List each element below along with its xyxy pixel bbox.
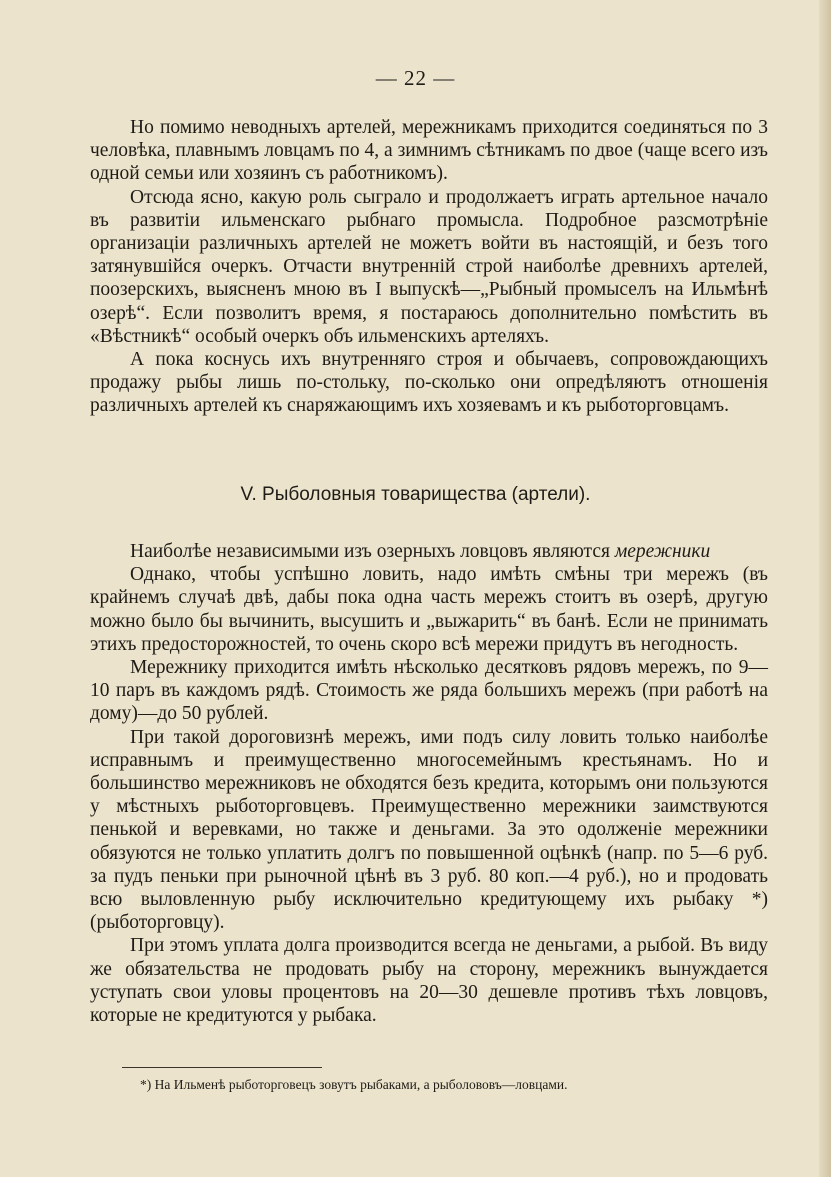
paragraph: Отсюда ясно, какую роль сыграло и продолжаетъ играть артельное начало въ развитіи ильменскаго рыбнаго промысла. Подробное разсмотрѣніе организаціи различныхъ артелей не можетъ войти въ настоящій, и безъ того затянувшійся очеркъ. Отчасти внутренній строй наиболѣе древнихъ артелей, поозерскихъ, выясненъ мною въ I выпускѣ—„Рыбный промыселъ на Ильмѣнѣ озерѣ“. Если позволитъ время, я постараюсь дополнительно помѣстить въ «Вѣстникѣ“ особый очеркъ объ ильменскихъ артеляхъ. — [90, 186, 768, 347]
top-text-block — [90, 116, 768, 418]
lead-emphasis: мережники — [614, 541, 711, 562]
page-number: — 22 — — [375, 66, 456, 90]
paragraph: А пока коснусь ихъ внутренняго строя и обычаевъ, сопровождающихъ продажу рыбы лишь по-стольку, по-сколько они опредѣляютъ отношенія различныхъ артелей къ снаряжающимъ ихъ хозяевамъ и къ рыботорговцамъ. — [90, 349, 768, 417]
paragraph: Но помимо неводныхъ артелей, мережникамъ приходится соединяться по 3 человѣка, плавнымъ ловцамъ по 4, а зимнимъ сѣтникамъ по двое (чаще всего изъ одной семьи или хозяинъ съ работникомъ). — [90, 117, 768, 185]
lead-paragraph — [90, 540, 768, 563]
bottom-text-block — [90, 540, 768, 1027]
section-heading: V. Рыболовныя товарищества (артели). — [240, 484, 591, 505]
footnote-divider — [122, 1067, 322, 1068]
footnote: *) На Ильменѣ рыботорговецъ зовутъ рыбаками, а рыболововъ—ловцами. — [140, 1077, 568, 1092]
paragraph: При этомъ уплата долга производится всегда не деньгами, а рыбой. Въ виду же обязательства не продовать рыбу на сторону, мережникъ вынуждается уступать свои уловы процентовъ на 20—30 дешевле противъ тѣхъ ловцовъ, которые не кредитуются у рыбака. — [90, 935, 768, 1027]
paragraph: Мережнику приходится имѣть нѣсколько десятковъ рядовъ мережъ, по 9—10 паръ въ каждомъ рядѣ. Стоимость же ряда большихъ мережъ (при работѣ на дому)—до 50 рублей. — [90, 657, 768, 725]
paragraph: Однако, чтобы успѣшно ловить, надо имѣть смѣны три мережъ (въ крайнемъ случаѣ двѣ, дабы пока одна часть мережъ стоитъ въ озерѣ, другую можно было бы вычинить, высушить и „выжарить“ въ банѣ. Если не принимать этихъ предосторожностей, то очень скоро всѣ мережи придутъ въ негодность. — [90, 564, 768, 655]
paragraph: При такой дороговизнѣ мережъ, ими подъ силу ловить только наиболѣе исправнымъ и преимущественно многосемейнымъ крестьянамъ. Но и большинство мережниковъ не обходятся безъ кредита, которымъ они пользуются у мѣстныхъ рыботорговцевъ. Преимущественно мережники заимствуются пенькой и веревками, но также и деньгами. За это одолженіе мережники обязуются не только уплатить долгъ по повышенной оцѣнкѣ (напр. по 5—6 руб. за пудъ пеньки при рыночной цѣнѣ въ 3 руб. 80 коп.—4 руб.), но и продовать всю выловленную рыбу исключительно кредитующему ихъ рыбаку *) (рыботорговцу). — [90, 726, 768, 934]
lead-text: Наиболѣе независимыми изъ озерныхъ ловцовъ являются — [130, 541, 615, 562]
page-edge-shadow — [819, 0, 831, 1177]
